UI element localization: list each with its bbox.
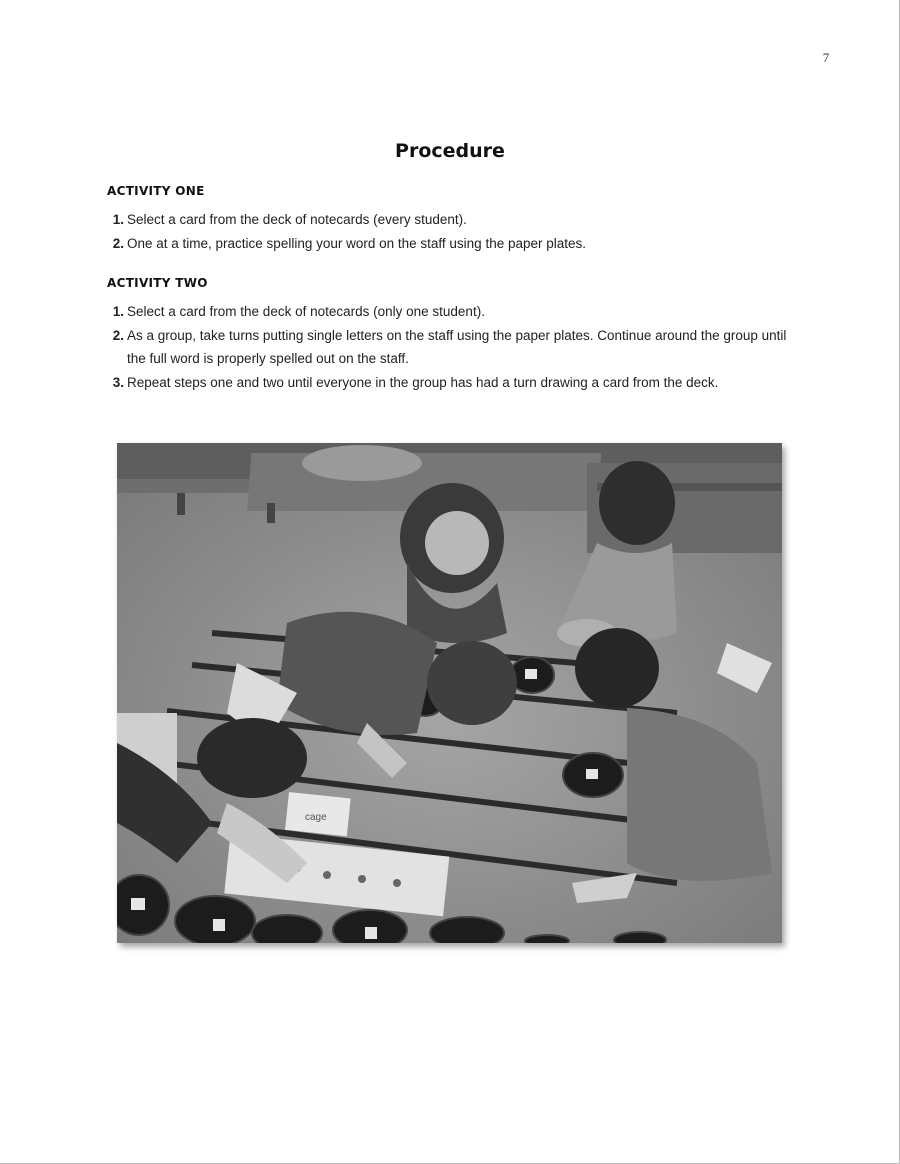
note-card <box>285 792 351 836</box>
step-text: Select a card from the deck of notecards (every student). <box>127 212 467 227</box>
step-number: 2. <box>112 235 124 251</box>
step-number: 2. <box>112 327 124 343</box>
activity-two-heading: ACTIVITY TWO <box>107 276 208 290</box>
activity-one-step-1 <box>107 208 807 232</box>
activity-two-step-2 <box>107 324 807 371</box>
classroom-photo <box>117 443 782 943</box>
activity-one-section <box>107 184 807 255</box>
step-number: 1. <box>112 212 124 227</box>
note-card-word: cage <box>305 812 327 823</box>
page-title: Procedure <box>395 140 505 162</box>
activity-one-step-2 <box>107 232 807 256</box>
step-text: Repeat steps one and two until everyone in the group has had a turn drawing a card from the deck. <box>127 374 719 390</box>
activity-two-section <box>107 276 807 394</box>
activity-two-step-3 <box>107 371 807 395</box>
photo-illustration <box>117 443 782 943</box>
activity-one-steps <box>107 208 807 255</box>
step-text: As a group, take turns putting single letters on the staff using the paper plates. Continue around the group until the full word is properly spelled out on the staff. <box>127 327 787 366</box>
step-number: 3. <box>112 374 124 390</box>
step-text: Select a card from the deck of notecards (only one student). <box>127 304 485 319</box>
activity-two-step-1 <box>107 300 807 324</box>
child-top-center <box>400 483 507 643</box>
activity-two-steps <box>107 300 807 394</box>
page-number: 7 <box>822 50 830 65</box>
step-text: One at a time, practice spelling your word on the staff using the paper plates. <box>127 235 587 251</box>
step-number: 1. <box>112 304 124 319</box>
activity-one-heading: ACTIVITY ONE <box>107 184 205 198</box>
